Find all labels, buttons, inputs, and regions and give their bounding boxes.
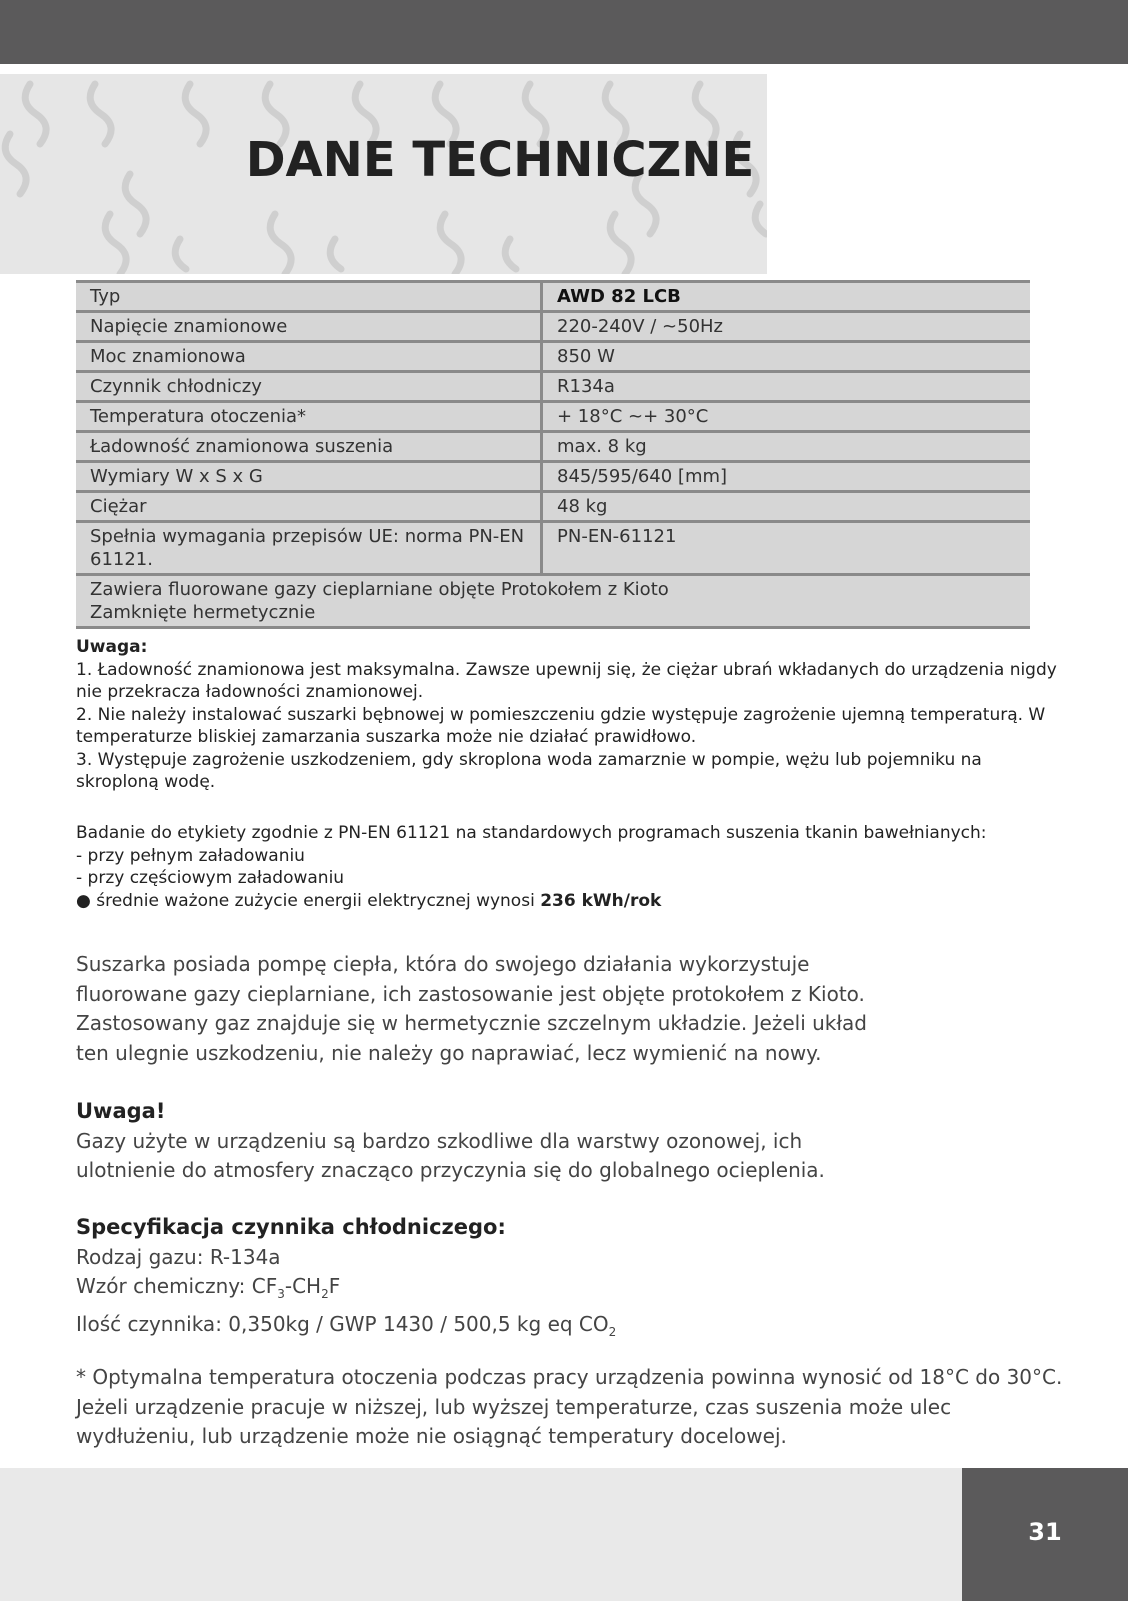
footnote-section xyxy=(76,1363,1076,1452)
spec-table xyxy=(76,280,1030,629)
warning-text: Gazy użyte w urządzeniu są bardzo szkodliwe dla warstwy ozonowej, ich ulotnienie do atmosfery znacząco przyczynia się do globalnego ocieplenia. xyxy=(76,1128,825,1182)
label-line: - przy częściowym załadowaniu xyxy=(76,868,345,888)
table-row xyxy=(76,575,1030,628)
row-value: + 18°C ~+ 30°C xyxy=(542,402,1031,432)
footer-line: Zamknięte hermetycznie xyxy=(90,602,316,623)
heat-pump-text: Suszarka posiada pompę ciepła, która do swojego działania wykorzystuje fluorowane gazy cieplarniane, ich zastosowanie jest objęte protokołem z Kioto. Zastosowany gaz znajduje się w hermetycznie szczelnym układzie. Jeżeli układ ten ulegnie uszkodzeniu, nie należy go naprawiać, lecz wymienić na nowy. xyxy=(76,952,867,1065)
row-label: Typ xyxy=(76,282,542,312)
row-value: PN-EN-61121 xyxy=(542,522,1031,575)
gas-type: Rodzaj gazu: R-134a xyxy=(76,1244,281,1269)
table-footer-row xyxy=(76,575,1030,628)
row-label: Temperatura otoczenia* xyxy=(76,402,542,432)
row-label: Czynnik chłodniczy xyxy=(76,372,542,402)
top-bar xyxy=(0,0,1128,64)
warning-section xyxy=(76,1097,876,1186)
page-title: DANE TECHNICZNE xyxy=(245,132,755,188)
row-label: Ładowność znamionowa suszenia xyxy=(76,432,542,462)
note-item: 2. Nie należy instalować suszarki bębnowej w pomieszczeniu gdzie występuje zagrożenie ujemną temperaturą. W temperaturze bliskiej zamarzania suszarka może nie działać prawidłowo. xyxy=(76,704,1046,747)
row-label: Ciężar xyxy=(76,492,542,522)
table-row xyxy=(76,372,1030,402)
table-row xyxy=(76,402,1030,432)
amount-subscript: 2 xyxy=(608,1324,617,1339)
formula-subscript: 3 xyxy=(277,1287,285,1301)
row-value: max. 8 kg xyxy=(542,432,1031,462)
table-row xyxy=(76,522,1030,575)
amount-text: Ilość czynnika: 0,350kg / GWP 1430 / 500,5 kg eq CO xyxy=(76,1311,609,1336)
row-label: Moc znamionowa xyxy=(76,342,542,372)
row-value: AWD 82 LCB xyxy=(542,282,1031,312)
footnote-text: * Optymalna temperatura otoczenia podczas pracy urządzenia powinna wynosić od 18°C do 30°C. Jeżeli urządzenie pracuje w niższej, lub wyższej temperaturze, czas suszenia może ulec wydłużeniu, lub urządzenie może nie osiągnąć temperatury docelowej. xyxy=(76,1365,1063,1448)
energy-line xyxy=(76,890,1076,913)
formula-subscript: 2 xyxy=(321,1287,329,1301)
row-value: R134a xyxy=(542,372,1031,402)
row-value: 48 kg xyxy=(542,492,1031,522)
formula-part: F xyxy=(328,1274,341,1298)
energy-label-section xyxy=(76,822,1076,912)
chemical-formula xyxy=(76,1272,1076,1310)
energy-value: 236 kWh/rok xyxy=(540,890,662,911)
row-label: Wymiary W x S x G xyxy=(76,462,542,492)
note-item: 3. Występuje zagrożenie uszkodzeniem, gdy skroplona woda zamarznie w pompie, wężu lub pojemniku na skroploną wodę. xyxy=(76,749,982,792)
table-row xyxy=(76,282,1030,312)
refrigerant-section xyxy=(76,1213,1076,1347)
row-label: Napięcie znamionowe xyxy=(76,312,542,342)
row-value: 850 W xyxy=(542,342,1031,372)
notes-section xyxy=(76,636,1066,794)
warning-heading: Uwaga! xyxy=(76,1099,166,1123)
label-line: - przy pełnym załadowaniu xyxy=(76,845,305,866)
footer-line: Zawiera fluorowane gazy cieplarniane objęte Protokołem z Kioto xyxy=(90,579,669,600)
formula-part: Wzór chemiczny: CF xyxy=(76,1274,278,1298)
row-value: 220-240V / ~50Hz xyxy=(542,312,1031,342)
note-item: 1. Ładowność znamionowa jest maksymalna. Zawsze upewnij się, że ciężar ubrań wkładanych do urządzenia nigdy nie przekracza ładowności znamionowej. xyxy=(76,659,1057,702)
table-row xyxy=(76,432,1030,462)
table-row xyxy=(76,492,1030,522)
table-row xyxy=(76,462,1030,492)
refrigerant-amount xyxy=(76,1310,1076,1348)
page-number: 31 xyxy=(1028,1518,1062,1546)
notes-heading: Uwaga: xyxy=(76,637,148,657)
label-intro: Badanie do etykiety zgodnie z PN-EN 61121 na standardowych programach suszenia tkanin bawełnianych: xyxy=(76,823,987,843)
formula-part: -CH xyxy=(284,1274,322,1298)
table-row xyxy=(76,312,1030,342)
refrigerant-heading: Specyfikacja czynnika chłodniczego: xyxy=(76,1215,506,1239)
row-label: Spełnia wymagania przepisów UE: norma PN-EN 61121. xyxy=(76,522,542,575)
row-value: 845/595/640 [mm] xyxy=(542,462,1031,492)
table-row xyxy=(76,342,1030,372)
heat-pump-section xyxy=(76,950,906,1068)
page-number-box xyxy=(962,1468,1128,1601)
energy-prefix: ● średnie ważone zużycie energii elektrycznej wynosi xyxy=(76,890,541,911)
bottom-band xyxy=(0,1468,962,1601)
